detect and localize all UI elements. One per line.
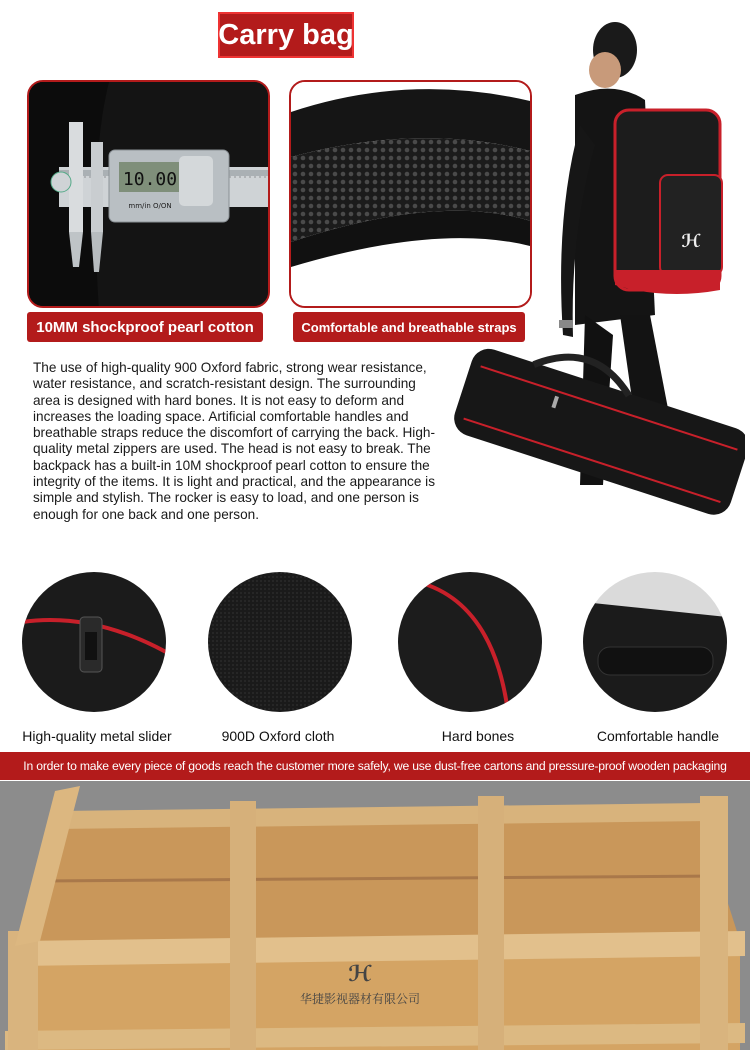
wooden-crate-photo [0,781,750,1050]
handle-detail [583,572,727,712]
crate-company-text: 华捷影视器材有限公司 [299,992,421,1006]
svg-text:ℋ: ℋ [348,962,372,987]
caliper-units: mm/in O/ON [128,202,172,210]
oxford-cloth-detail [208,572,352,712]
product-hero-photo [445,15,745,575]
detail-label: Comfortable handle [596,728,720,744]
caliper-reading: 10.00 [122,169,178,190]
page-title: Carry bag [218,12,354,58]
hard-bones-detail [398,572,542,712]
pearl-cotton-photo [27,80,270,308]
straps-caption: Comfortable and breathable straps [293,312,525,342]
packaging-banner: In order to make every piece of goods reach the customer more safely, we use dust-free cartons and pressure-proof wooden packaging [0,752,750,780]
product-description: The use of high-quality 900 Oxford fabric, strong wear resistance, water resistance, and scratch-resistant design. The surrounding area is designed with hard bones. It is not easy to deform and increases the loading space. Artificial comfortable handles and breathable straps reduce the discomfort of carrying the back. High-quality metal zippers are used. The head is not easy to break. The backpack has a built-in 10M shockproof pearl cotton to ensure the integrity of the items. It is light and practical, and the appearance is simple and stylish. The rocker is easy to load, and one person is enough for one back and one person. [33,360,435,522]
detail-label: 900D Oxford cloth [221,728,335,744]
svg-text:ℋ: ℋ [681,231,701,252]
pearl-cotton-caption: 10MM shockproof pearl cotton [27,312,263,342]
metal-slider-detail [22,572,166,712]
detail-label: High-quality metal slider [22,728,172,744]
detail-label: Hard bones [441,728,515,744]
